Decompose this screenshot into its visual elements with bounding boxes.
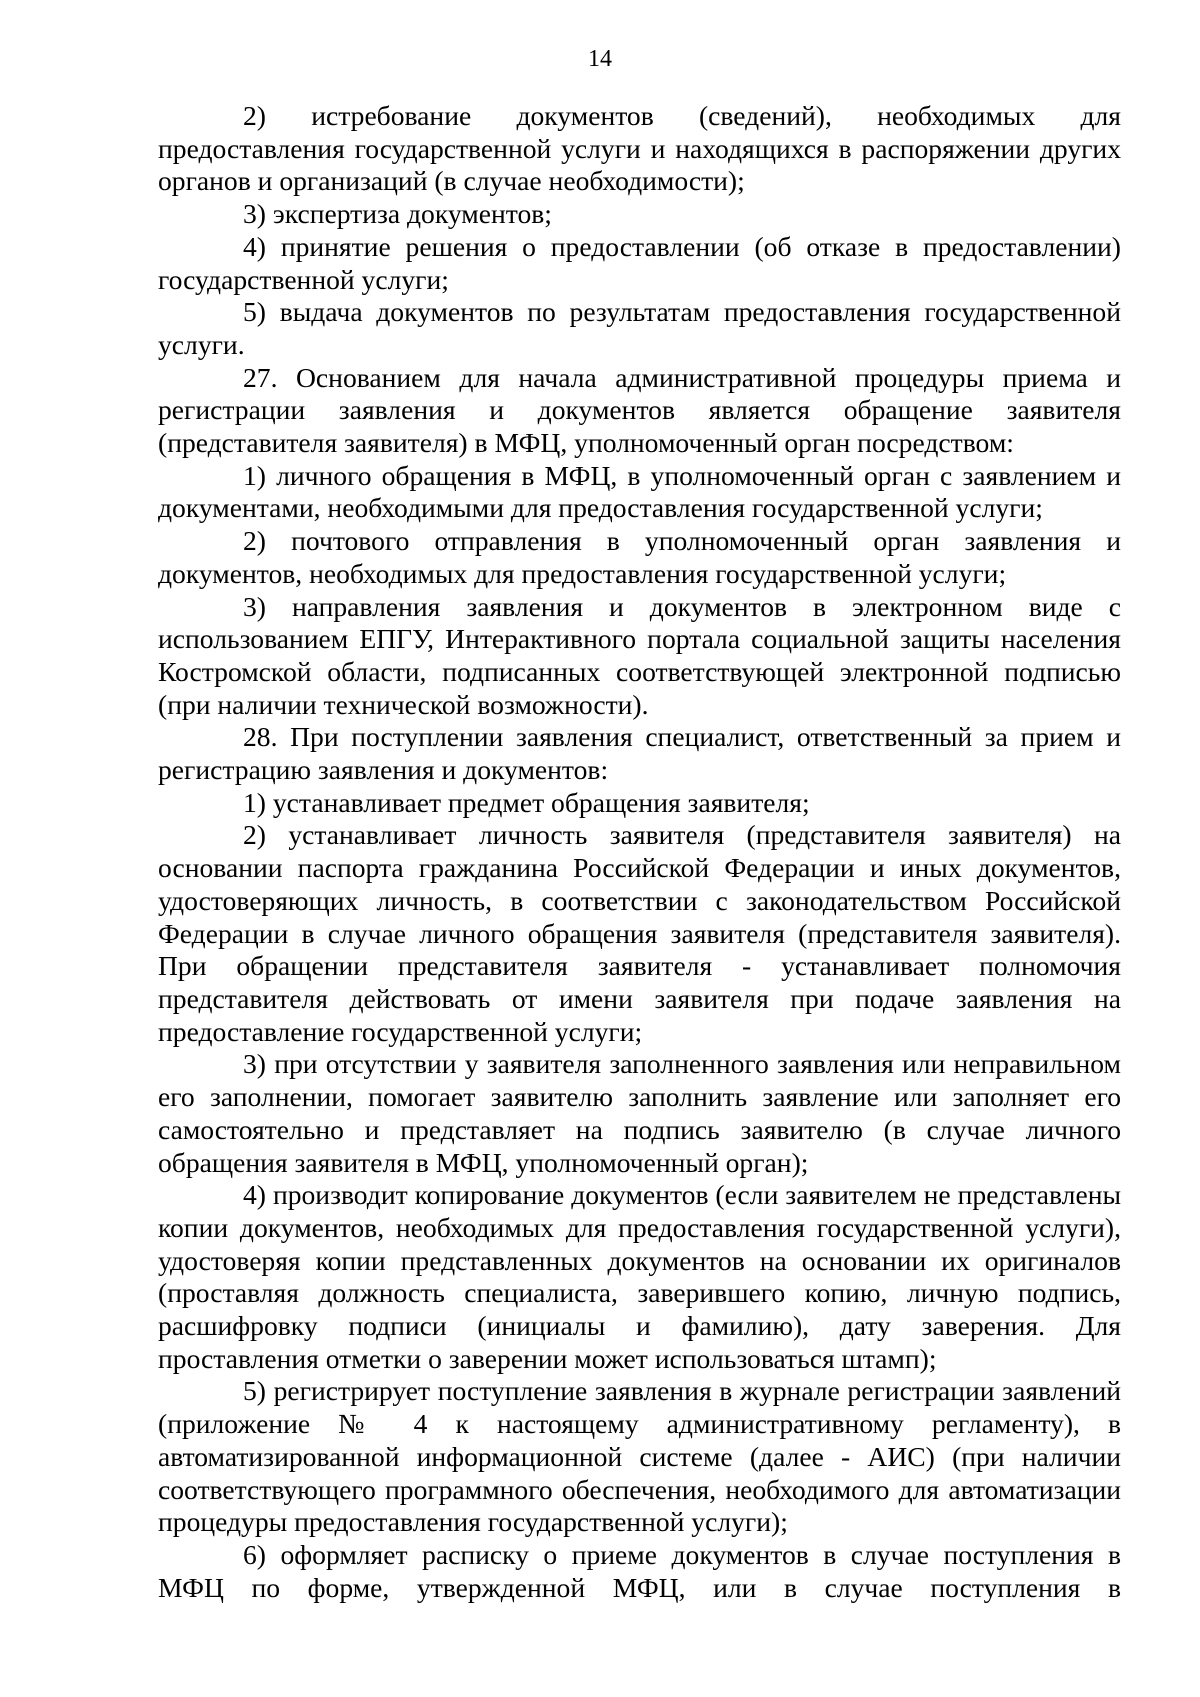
paragraph: 2) почтового отправления в уполномоченный орган заявления и документов, необходимых для предоставления государственной услуги;: [158, 525, 1121, 589]
paragraph: 2) устанавливает личность заявителя (представителя заявителя) на основании паспорта гражданина Российской Федерации и иных документов, удостоверяющих личность, в соответствии с законодательством Российской Федерации в случае личного обращения заявителя (представителя заявителя). При обращении представителя заявителя - устанавливает полномочия представителя действовать от имени заявителя при подаче заявления на предоставление государственной услуги;: [158, 819, 1121, 1047]
body-text: [158, 100, 1121, 1604]
paragraph: 1) личного обращения в МФЦ, в уполномоченный орган с заявлением и документами, необходимыми для предоставления государственной услуги;: [158, 459, 1121, 524]
paragraph: 4) принятие решения о предоставлении (об отказе в предоставлении) государственной услуги;: [158, 230, 1121, 295]
paragraph: 6) оформляет расписку о приеме документов в случае поступления в МФЦ по форме, утвержденной МФЦ, или в случае поступления в: [158, 1538, 1121, 1603]
paragraph: 28. При поступлении заявления специалист, ответственный за прием и регистрацию заявления и документов:: [158, 721, 1121, 786]
page-number: 14: [588, 46, 612, 72]
paragraph: 1) устанавливает предмет обращения заявителя;: [243, 786, 810, 818]
paragraph: 27. Основанием для начала административной процедуры приема и регистрации заявления и документов является обращение заявителя (представителя заявителя) в МФЦ, уполномоченный орган посредством:: [158, 361, 1121, 459]
paragraph: 3) направления заявления и документов в электронном виде с использованием ЕПГУ, Интерактивного портала социальной защиты населения Костромской области, подписанных соответствующей электронной подписью (при наличии технической возможности).: [158, 590, 1121, 720]
paragraph: 2) истребование документов (сведений), необходимых для предоставления государственной услуги и находящихся в распоряжении других органов и организаций (в случае необходимости);: [158, 100, 1121, 197]
paragraph: 5) выдача документов по результатам предоставления государственной услуги.: [158, 296, 1121, 360]
paragraph: 3) экспертиза документов;: [243, 198, 552, 230]
paragraph: 3) при отсутствии у заявителя заполненного заявления или неправильном его заполнении, помогает заявителю заполнить заявление или заполняет его самостоятельно и представляет на подпись заявителю (в случае личного обращения заявителя в МФЦ, уполномоченный орган);: [158, 1048, 1121, 1178]
paragraph: 4) производит копирование документов (если заявителем не представлены копии документов, необходимых для предоставления государственной услуги), удостоверяя копии представленных документов на основании их оригиналов (проставляя должность специалиста, заверившего копию, личную подпись, расшифровку подписи (инициалы и фамилию), дату заверения. Для проставления отметки о заверении может использоваться штамп);: [158, 1179, 1121, 1374]
paragraph: 5) регистрирует поступление заявления в журнале регистрации заявлений (приложение № 4 к настоящему административному регламенту), в автоматизированной информационной системе (далее - АИС) (при наличии соответствующего программного обеспечения, необходимого для автоматизации процедуры предоставления государственной услуги);: [158, 1375, 1121, 1538]
